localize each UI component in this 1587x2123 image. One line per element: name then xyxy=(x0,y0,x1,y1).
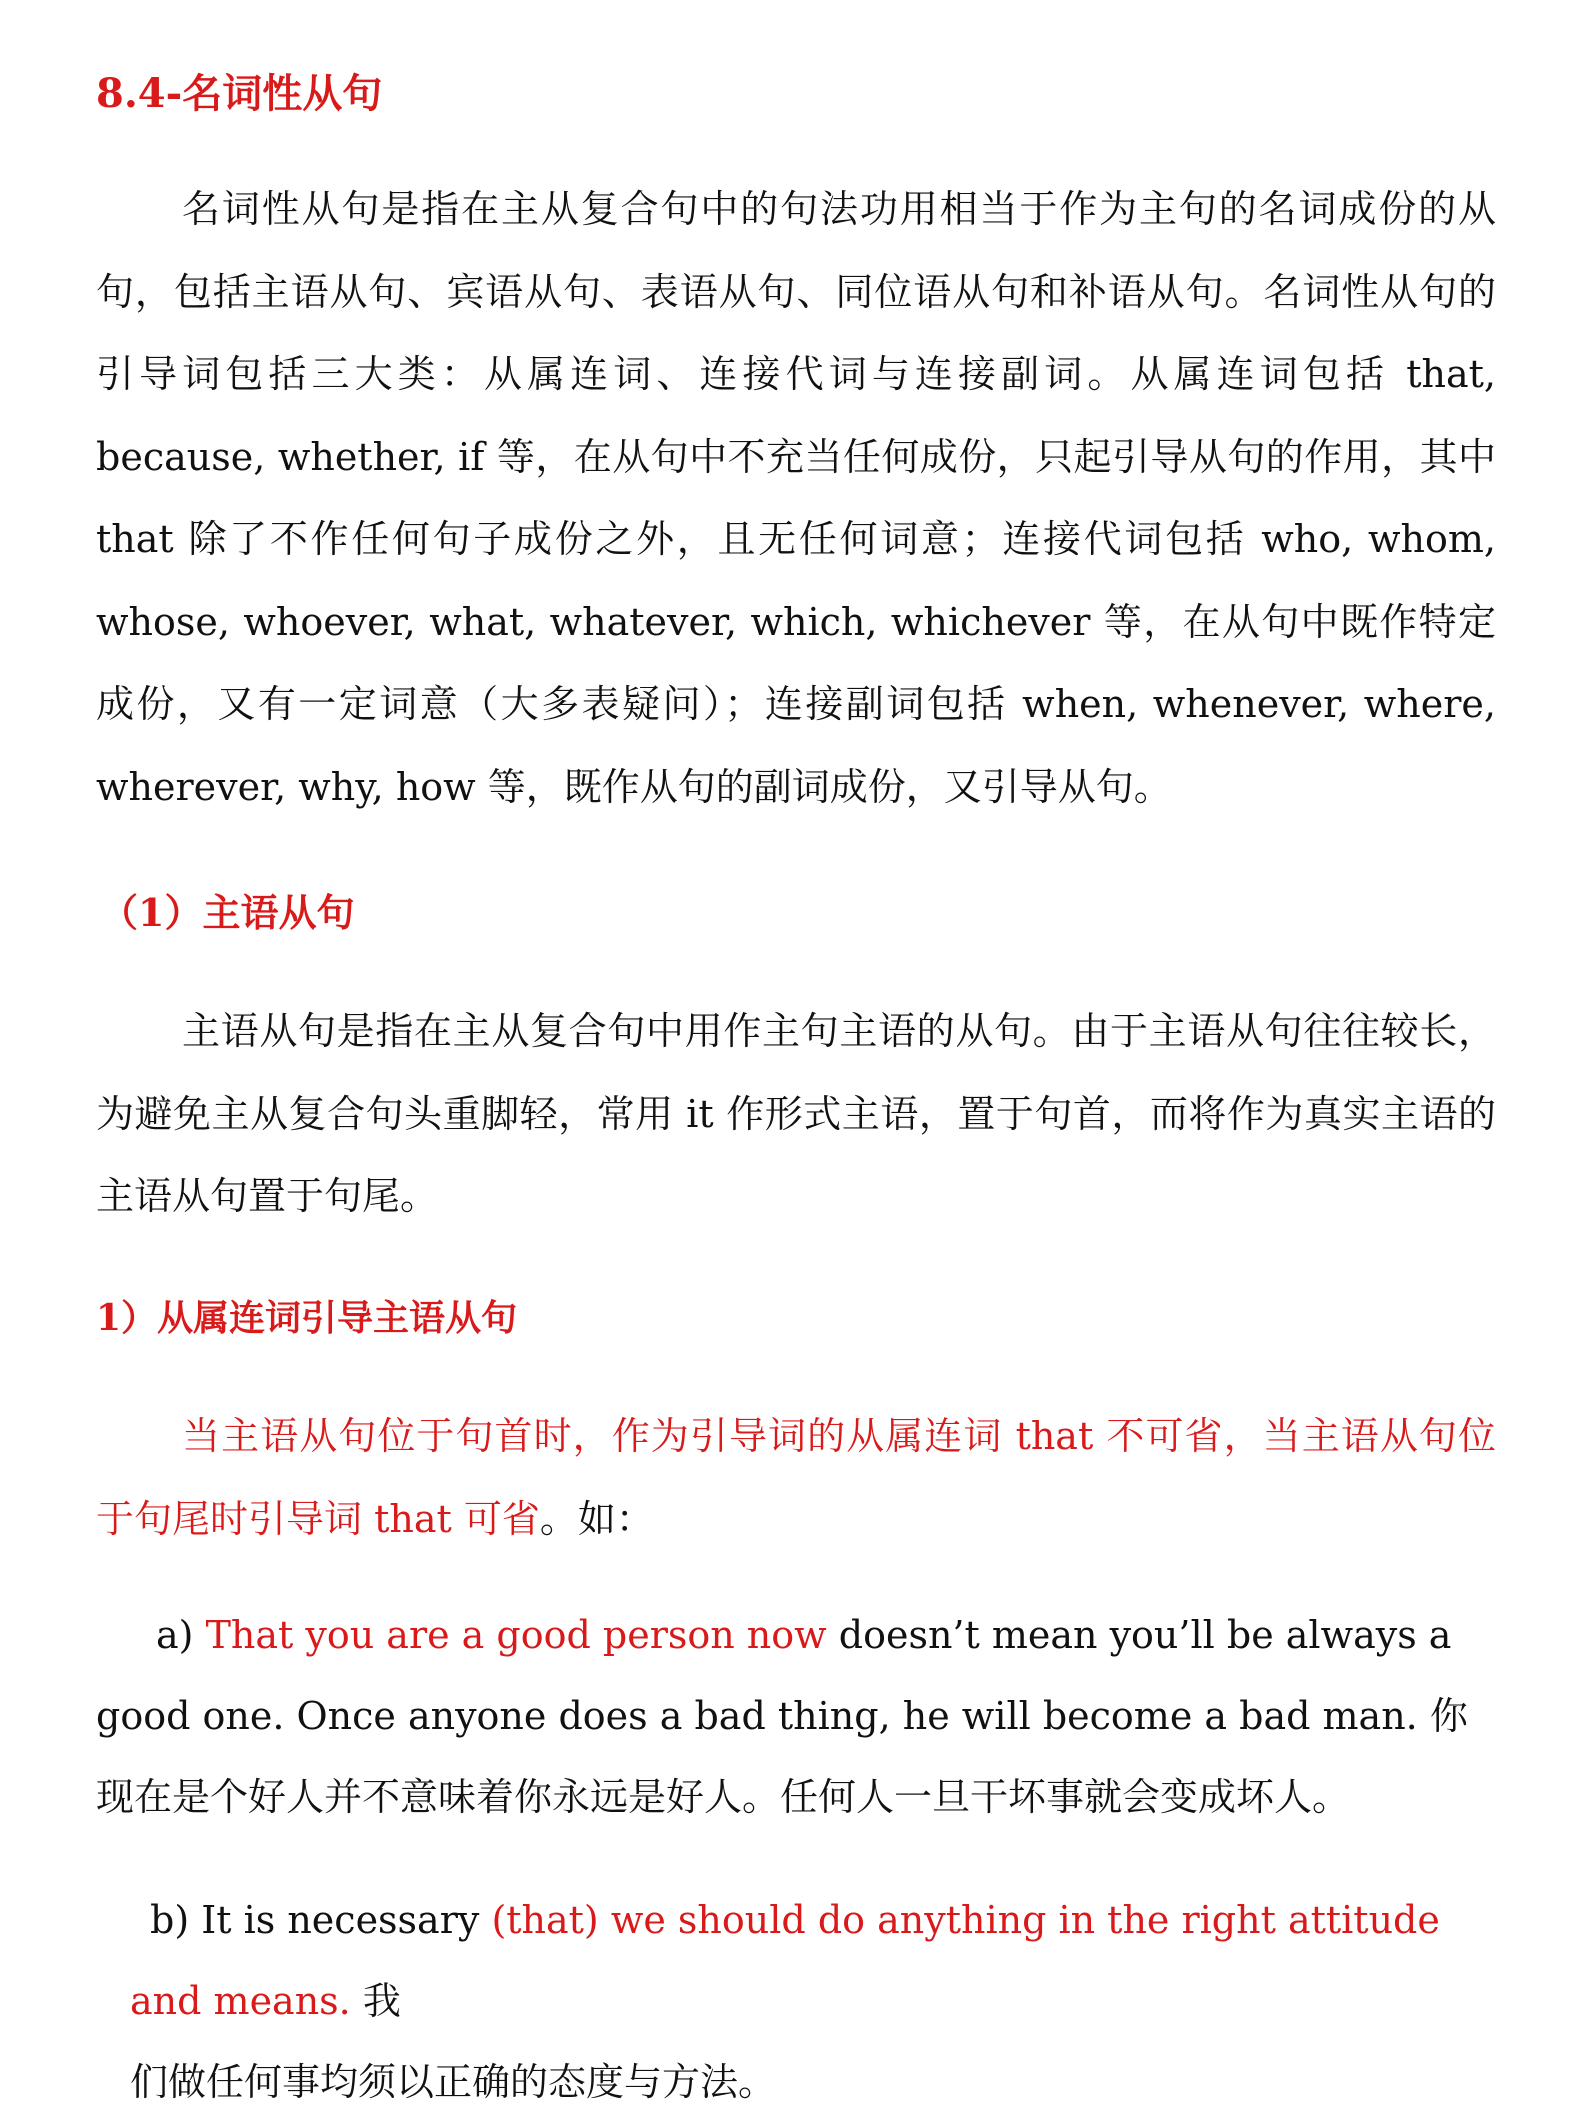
rule-paragraph xyxy=(96,1395,1496,1560)
example-b xyxy=(130,1880,1496,2123)
example-b-rest: 我 xyxy=(350,1979,401,2023)
subsubsection-title: 1）从属连词引导主语从句 xyxy=(96,1297,518,1339)
example-a-prefix: a) xyxy=(156,1613,206,1657)
rule-tail: 。如： xyxy=(539,1496,654,1541)
subject-clause-paragraph: 主语从句是指在主从复合句中用作主句主语的从句。由于主语从句往往较长，为避免主从复合句头重脚轻，常用 it 作形式主语，置于句首，而将作为真实主语的主语从句置于句尾。 xyxy=(96,1009,1496,1218)
example-a xyxy=(96,1595,1496,1838)
intro-paragraph: 名词性从句是指在主从复合句中的句法功用相当于作为主句的名词成份的从句，包括主语从句、宾语从句、表语从句、同位语从句和补语从句。名词性从句的引导词包括三大类：从属连词、连接代词与连接副词。从属连词包括 that, because, whether, if 等，在从句中不充当任何成份，只起引导从句的作用，其中 that 除了不作任何句子成份之外，且无任何词意；连接代词包括 who, whom, whose, whoever, what, whatever, which, whichever 等，在从句中既作特定成份，又有一定词意（大多表疑问）；连接副词包括 when, whenever, where, wherever, why, how 等，既作从句的副词成份，又引导从句。 xyxy=(96,187,1496,809)
subsection-title: （1）主语从句 xyxy=(100,890,355,935)
example-a-highlight: That you are a good person now xyxy=(205,1613,827,1657)
example-b-continuation: 们做任何事均须以正确的态度与方法。 xyxy=(130,2060,777,2104)
rule-highlight: 当主语从句位于句首时，作为引导词的从属连词 that 不可省，当主语从句位于句尾时引导词 that 可省 xyxy=(96,1414,1496,1541)
example-b-highlight: (that) we should do anything in the right attitude and means. xyxy=(130,1898,1440,2023)
example-a-rest: doesn’t mean you’ll be always a good one. Once anyone does a bad thing, he will become a bad man. 你现在是个好人并不意味着你永远是好人。任何人一旦干坏事就会变成坏人。 xyxy=(96,1613,1468,1819)
example-b-prefix: b) It is necessary xyxy=(150,1898,492,1942)
section-title: 8.4-名词性从句 xyxy=(96,70,383,117)
